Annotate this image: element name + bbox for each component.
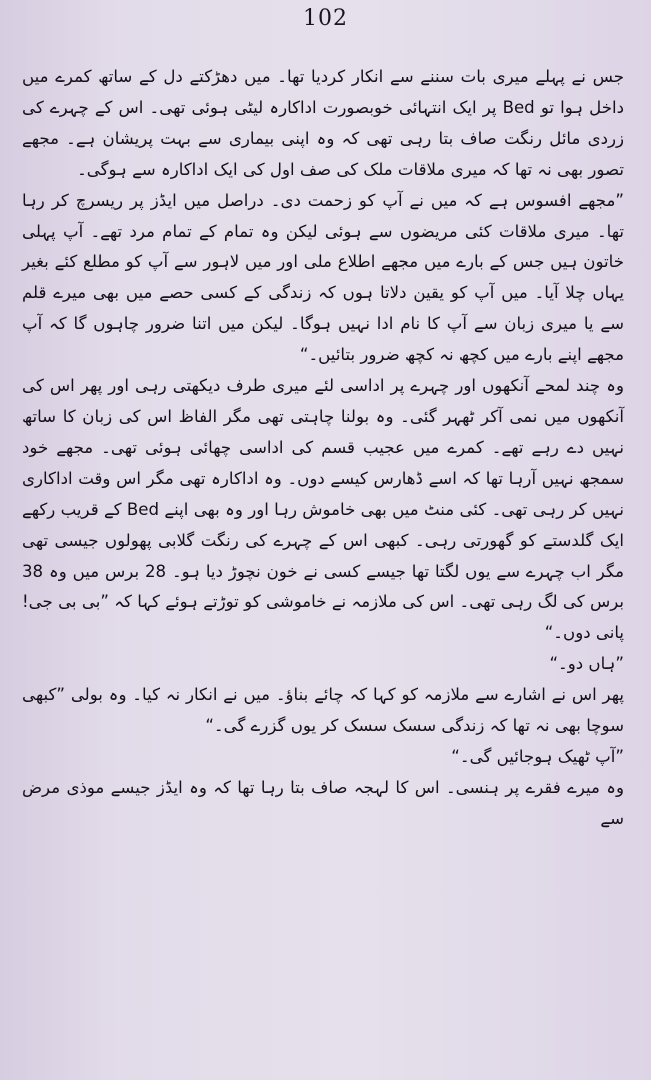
- paragraph-5: پھر اس نے اشارے سے ملازمہ کو کہا کہ چائے بناؤ۔ میں نے انکار نہ کیا۔ وہ بولی ”کبھی سوچا بھی نہ تھا کہ زندگی سسک سسک کر یوں گزرے گی۔“: [22, 685, 624, 736]
- paragraph-1: جس نے پہلے میری بات سننے سے انکار کردیا تھا۔ میں دھڑکتے دل کے ساتھ کمرے میں داخل ہوا تو Bed پر ایک انتہائی خوبصورت اداکارہ لیٹی ہوئی تھی۔ اس کے چہرے کی زردی مائل رنگت صاف بتا رہی تھی کہ وہ اپنی بیماری سے بہت پریشان ہے۔ مجھے تصور بھی نہ تھا کہ میری ملاقات ملک کی صف اول کی ایک اداکارہ سے ہوگی۔: [22, 67, 624, 179]
- body-text: [22, 62, 624, 835]
- paragraph-7: وہ میرے فقرے پر ہنسی۔ اس کا لہجہ صاف بتا رہا تھا کہ وہ ایڈز جیسے موذی مرض سے: [22, 777, 624, 828]
- paragraph-6: ”آپ ٹھیک ہوجائیں گی۔“: [451, 746, 624, 766]
- page-number: 102: [303, 6, 348, 31]
- paragraph-3: وہ چند لمحے آنکھوں اور چہرے پر اداسی لئے میری طرف دیکھتی رہی اور پھر اس کی آنکھوں میں نمی آکر ٹھہر گئی۔ وہ بولنا چاہتی تھی مگر الفاظ اس کی زبان کا ساتھ نہیں دے رہے تھے۔ کمرے میں عجیب قسم کی اداسی چھائی ہوئی تھی۔ مجھے خود سمجھ نہیں آرہا تھا کہ اسے ڈھارس کیسے دوں۔ وہ اداکارہ تھی مگر اس وقت اداکاری نہیں کر رہی تھی۔ کئی منٹ میں بھی خاموش رہا اور وہ بھی اپنے Bed کے قریب رکھے ایک گلدستے کو گھورتی رہی۔ کبھی اس کے چہرے کی رنگت گلابی پھولوں جیسی تھی مگر اب چہرے سے یوں لگتا تھا جیسے کسی نے خون نچوڑ دیا ہو۔ 28 برس میں وہ 38 برس کی لگ رہی تھی۔ اس کی ملازمہ نے خاموشی کو توڑتے ہوئے کہا کہ ”بی بی جی! پانی دوں۔“: [22, 376, 624, 643]
- paragraph-2: ”مجھے افسوس ہے کہ میں نے آپ کو زحمت دی۔ دراصل میں ایڈز پر ریسرچ کر رہا تھا۔ میری ملاقات کئی مریضوں سے ہوئی لیکن وہ تمام کے تمام مرد تھے۔ آپ پہلی خاتون ہیں جس کے بارے میں مجھے اطلاع ملی اور میں لاہور سے آپ کو مطلع کئے بغیر یہاں چلا آیا۔ میں آپ کو یقین دلاتا ہوں کہ زندگی کے کسی حصے میں بھی میرے قلم سے یا میری زبان سے آپ کا نام ادا نہیں ہوگا۔ لیکن میں اتنا ضرور چاہوں گا کہ آپ مجھے اپنے بارے میں کچھ نہ کچھ ضرور بتائیں۔“: [22, 190, 624, 365]
- paragraph-4: ”ہاں دو۔“: [549, 654, 624, 674]
